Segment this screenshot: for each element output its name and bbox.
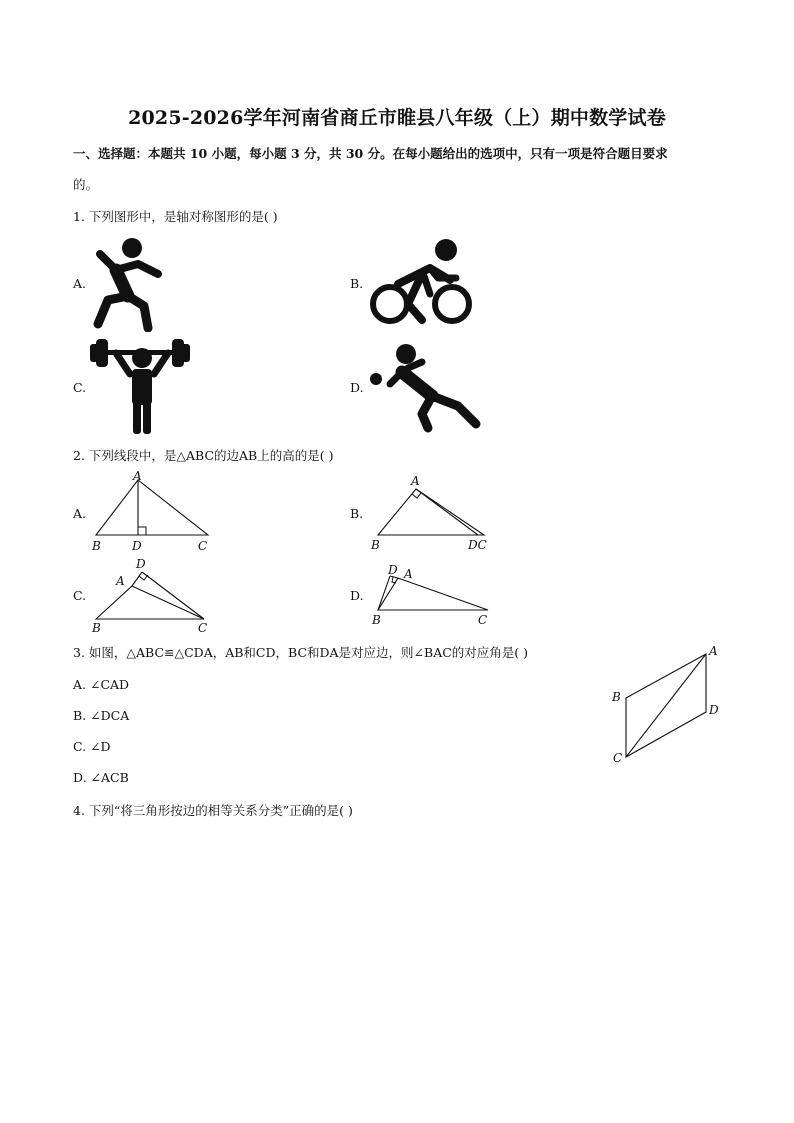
q2c-label-d: D (136, 557, 146, 571)
q2-figure-d (366, 554, 496, 638)
q2a-label-c: C (198, 539, 208, 553)
q2-option-a-label: A. (73, 506, 87, 521)
q2-figure-b (366, 470, 496, 556)
q3-label-d: D (709, 703, 719, 717)
q3-label-c: C (613, 751, 623, 765)
page-title: 2025-2026学年河南省商丘市睢县八年级（上）期中数学试卷 (128, 107, 666, 129)
q1-option-a-label: A. (73, 276, 87, 291)
q3-option-b: B. ∠DCA (73, 708, 130, 723)
q2b-label-a: A (411, 474, 420, 488)
q2a-label-b: B (92, 539, 101, 553)
q2b-label-dc: DC (468, 538, 487, 552)
q2d-label-a: A (404, 567, 413, 581)
question-1-stem: 1. 下列图形中，是轴对称图形的是( ) (73, 209, 278, 224)
q1-option-d-label: D. (350, 380, 364, 395)
weightlifter-pictogram (88, 336, 194, 436)
q3-label-b: B (612, 690, 621, 704)
runner-pictogram (88, 236, 168, 332)
table-tennis-pictogram (366, 342, 484, 434)
q2-figure-a (84, 470, 224, 556)
q2d-label-d: D (388, 563, 398, 577)
q2d-label-b: B (372, 613, 381, 627)
q2-option-c-label: C. (73, 588, 87, 603)
cyclist-pictogram (368, 238, 476, 328)
q2c-label-c: C (198, 621, 208, 635)
q2b-label-b: B (371, 538, 380, 552)
q2-option-d-label: D. (350, 588, 364, 603)
question-3-stem: 3. 如图，△ABC≌△CDA，AB和CD，BC和DA是对应边，则∠BAC的对应角是( ) (73, 645, 529, 660)
question-2-stem: 2. 下列线段中，是△ABC的边AB上的高的是( ) (73, 448, 334, 463)
q3-option-a: A. ∠CAD (73, 677, 130, 692)
q2a-label-d: D (132, 539, 142, 553)
q2-option-b-label: B. (350, 506, 364, 521)
question-4-stem: 4. 下列“将三角形按边的相等关系分类”正确的是( ) (73, 803, 353, 818)
q2-figure-c (84, 554, 224, 638)
q2c-label-a: A (116, 574, 125, 588)
q3-parallelogram-figure (606, 640, 726, 770)
q1-option-b-label: B. (350, 276, 364, 291)
q2d-label-c: C (478, 613, 488, 627)
section-instructions-line2: 的。 (73, 177, 99, 192)
section-instructions-line1: 一、选择题：本题共 10 小题，每小题 3 分，共 30 分。在每小题给出的选项中，只有一项是符合题目要求 (73, 146, 668, 161)
q2a-label-a: A (133, 470, 142, 483)
q3-option-c: C. ∠D (73, 739, 111, 754)
q2c-label-b: B (92, 621, 101, 635)
q3-label-a: A (709, 644, 718, 658)
q1-option-c-label: C. (73, 380, 87, 395)
q3-option-d: D. ∠ACB (73, 770, 129, 785)
